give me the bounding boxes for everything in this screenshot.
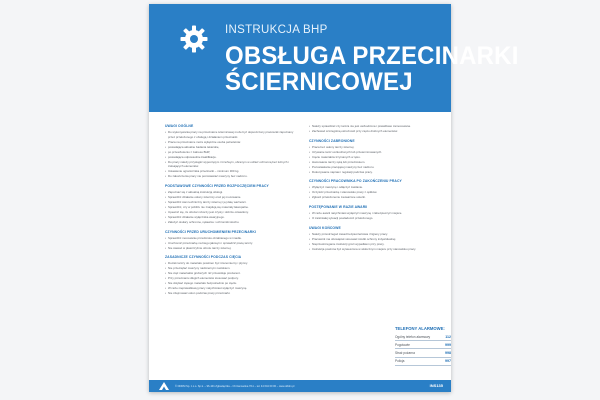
list-item: • Używanie tarcz uszkodzonych lub przeterminowanych.: [309, 150, 441, 155]
company-logo-icon: [159, 382, 169, 390]
list-item: • Pozostawianie pracującej maszyny bez nadzoru.: [309, 165, 441, 170]
list-item: • Należy sprawdzać czy tarcza nie jest uszkodzona i prawidłowo zamocowana.: [309, 124, 441, 129]
section-title: POSTĘPOWANIE W RAZIE AWARII: [309, 205, 368, 210]
list-item: • Nie dotykać ciętego materiału bezpośrednio po cięciu.: [165, 281, 297, 286]
list-item: • Dokonywanie napraw i regulacji podczas pracy.: [309, 170, 441, 175]
list-item: • Nieprzestrzeganie instrukcji grozi wypadkiem przy pracy.: [309, 242, 441, 247]
title-line-1: OBSŁUGA PRZECINARKI: [225, 41, 519, 71]
list-item: • Nie ciąć materiałów grubszych niż przewiduje producent.: [165, 271, 297, 276]
list-item: • Praca na przecinarce może wyłącznie osoba pełnoletnia:: [165, 140, 297, 145]
list-item: • Sprawdzić mocowanie przedmiotu obrabianego w imadle.: [165, 236, 297, 241]
list-item: • Do pracy należy przystąpić wypoczętym i trzeźwym, ubranym w odzież ochronną bez luźnych i zwisających elementów.: [165, 160, 297, 169]
section-title: UWAGI OGÓLNE: [165, 124, 194, 128]
list-item: • Należy przestrzegać zasad bezpieczeństwa i higieny pracy.: [309, 232, 441, 237]
instruction-section: [309, 124, 441, 134]
section-title: PODSTAWOWE CZYNNOŚCI PRZED ROZPOCZĘCIEM PRACY: [165, 183, 269, 188]
list-item: • Docisk tarczy do materiału powinien być równomierny i płynny.: [165, 261, 297, 266]
phone-row: [395, 358, 451, 366]
phone-label: Ogólny telefon alarmowy: [395, 334, 431, 339]
list-item: • Oczyścić przecinarkę i stanowisko pracy z opiłków.: [309, 190, 441, 195]
list-item: • Wyłączyć maszynę i odłączyć zasilanie.: [309, 185, 441, 190]
section-items: [309, 232, 441, 252]
phone-number: 997: [445, 359, 451, 364]
list-item: • W razie awarii natychmiast wyłączyć maszynę i zabezpieczyć miejsce.: [309, 211, 441, 216]
instruction-sheet: [149, 4, 519, 392]
left-column: [165, 124, 297, 301]
section-items: [309, 124, 441, 134]
list-item: • Zachować szczególną ostrożność przy cięciu drobnych elementów.: [309, 129, 441, 134]
list-item: • Sprawdzić działanie osłony ściernicy oraz jej mocowanie.: [165, 195, 297, 200]
phone-label: Pogotowie: [395, 342, 410, 347]
section-title: CZYNNOŚCI ZABRONIONE: [309, 138, 355, 143]
phone-number: 998: [445, 350, 451, 355]
phone-number: 999: [445, 342, 451, 347]
instruction-section: [309, 226, 441, 252]
list-item: • Instrukcja powinna być wywieszona w widocznym miejscu przy stanowisku pracy.: [309, 247, 441, 252]
emergency-phones: [395, 326, 451, 366]
section-items: [309, 185, 441, 200]
section-title: CZYNNOŚCI PRACOWNIKA PO ZAKOŃCZENIU PRACY: [309, 179, 402, 184]
document-title: [225, 43, 519, 95]
list-item: • Zgłosić przełożonemu zauważone usterki.: [309, 195, 441, 200]
document-kicker: INSTRUKCJA BHP: [225, 24, 328, 36]
document-code: INS135: [429, 383, 443, 388]
list-item: • Ustawienie ogranicznika przecinarki – minimum 300 kg.: [165, 169, 297, 174]
list-item: • posiadająca odpowiednie kwalifikacje.: [165, 155, 297, 160]
gear-icon: [179, 24, 209, 54]
list-item: • posiadająca aktualne badania lekarskie,: [165, 145, 297, 150]
list-item: • Nie przeciążać maszyny nadmiernym naciskiem.: [165, 266, 297, 271]
section-items: [165, 190, 297, 225]
list-item: • Sprawdzić stan techniczny tarczy ściernej i jej datę ważności.: [165, 200, 297, 205]
list-item: • Cięcie materiałów trzymanych w ręku.: [309, 155, 441, 160]
instruction-section: [165, 124, 297, 179]
list-item: • Praca bez osłony tarczy ściernej.: [309, 145, 441, 150]
list-item: • Do wykonywania pracy na przecinarce ściernicowej może być dopuszczony pracownik zapoznany przez przełożonego z obsługą i działaniem przecinarki.: [165, 130, 297, 139]
list-item: • Założyć okulary ochronne, rękawice i ochronniki słuchu.: [165, 220, 297, 225]
instruction-section: [309, 179, 441, 200]
section-title: ZASADNICZE CZYNNOŚCI PODCZAS CIĘCIA: [165, 255, 242, 260]
section-items: [165, 261, 297, 296]
phone-row: [395, 333, 451, 341]
list-item: • W razie nieprawidłowej pracy natychmiast wyłączyć maszynę.: [165, 286, 297, 291]
right-column: [309, 124, 441, 257]
instruction-section: [309, 139, 441, 175]
phone-label: Straż pożarna: [395, 350, 415, 355]
list-item: • Uruchomić przecinarkę na biegu jałowym i sprawdzić pracę tarczy.: [165, 241, 297, 246]
list-item: • Nie stawać w płaszczyźnie obrotu tarczy ściernej.: [165, 246, 297, 251]
list-item: • Przy przecinaniu długich elementów stosować podpory.: [165, 276, 297, 281]
phones-title: TELEFONY ALARMOWE:: [395, 326, 445, 331]
footer-address: © DDDM Sp. z o.o. Sp.k. – 96-101 Zgłowiączka – Chrzanowska 7/11 – tel. 44 644 00 00 – www.dddm.pl: [175, 384, 295, 388]
list-item: • po przeszkoleniu z zakresu BHP,: [165, 150, 297, 155]
list-item: • Zapoznać się z aktualną instrukcją obsługi.: [165, 190, 297, 195]
instruction-section: [309, 205, 441, 221]
list-item: • Do zakończenia pracy nie pozostawiać maszyny bez nadzoru.: [165, 174, 297, 179]
section-title: UWAGI KOŃCOWE: [309, 225, 341, 230]
phone-row: [395, 349, 451, 357]
instruction-section: [165, 184, 297, 225]
list-item: • O zaistniałej sytuacji powiadomić przełożonego.: [309, 216, 441, 221]
title-line-2: ŚCIERNICOWEJ: [225, 67, 413, 97]
phone-label: Policja: [395, 359, 405, 364]
list-item: • Upewnić się, że obszar roboczy jest czysty i dobrze oświetlony.: [165, 210, 297, 215]
list-item: • Sprawdzić działanie wyłącznika awaryjnego.: [165, 215, 297, 220]
section-items: [309, 211, 441, 221]
section-items: [165, 236, 297, 251]
section-title: CZYNNOŚCI PRZED URUCHOMIENIEM PRZECINARKI: [165, 229, 256, 234]
list-item: • Sprawdzić, czy w pobliżu nie znajdują się materiały łatwopalne.: [165, 205, 297, 210]
instruction-section: [165, 255, 297, 296]
instruction-section: [165, 230, 297, 251]
list-item: • Hamowanie tarczy ręką lub przedmiotem.: [309, 160, 441, 165]
section-items: [165, 130, 297, 179]
footer-bar: [149, 380, 451, 392]
phone-row: [395, 341, 451, 349]
section-items: [309, 145, 441, 175]
phone-number: 112: [445, 334, 451, 339]
list-item: • Pracownik ma obowiązek stosować środki ochrony indywidualnej.: [309, 237, 441, 242]
list-item: • Nie zdejmować osłon podczas pracy przecinarki.: [165, 291, 297, 296]
header-banner: [149, 4, 519, 112]
